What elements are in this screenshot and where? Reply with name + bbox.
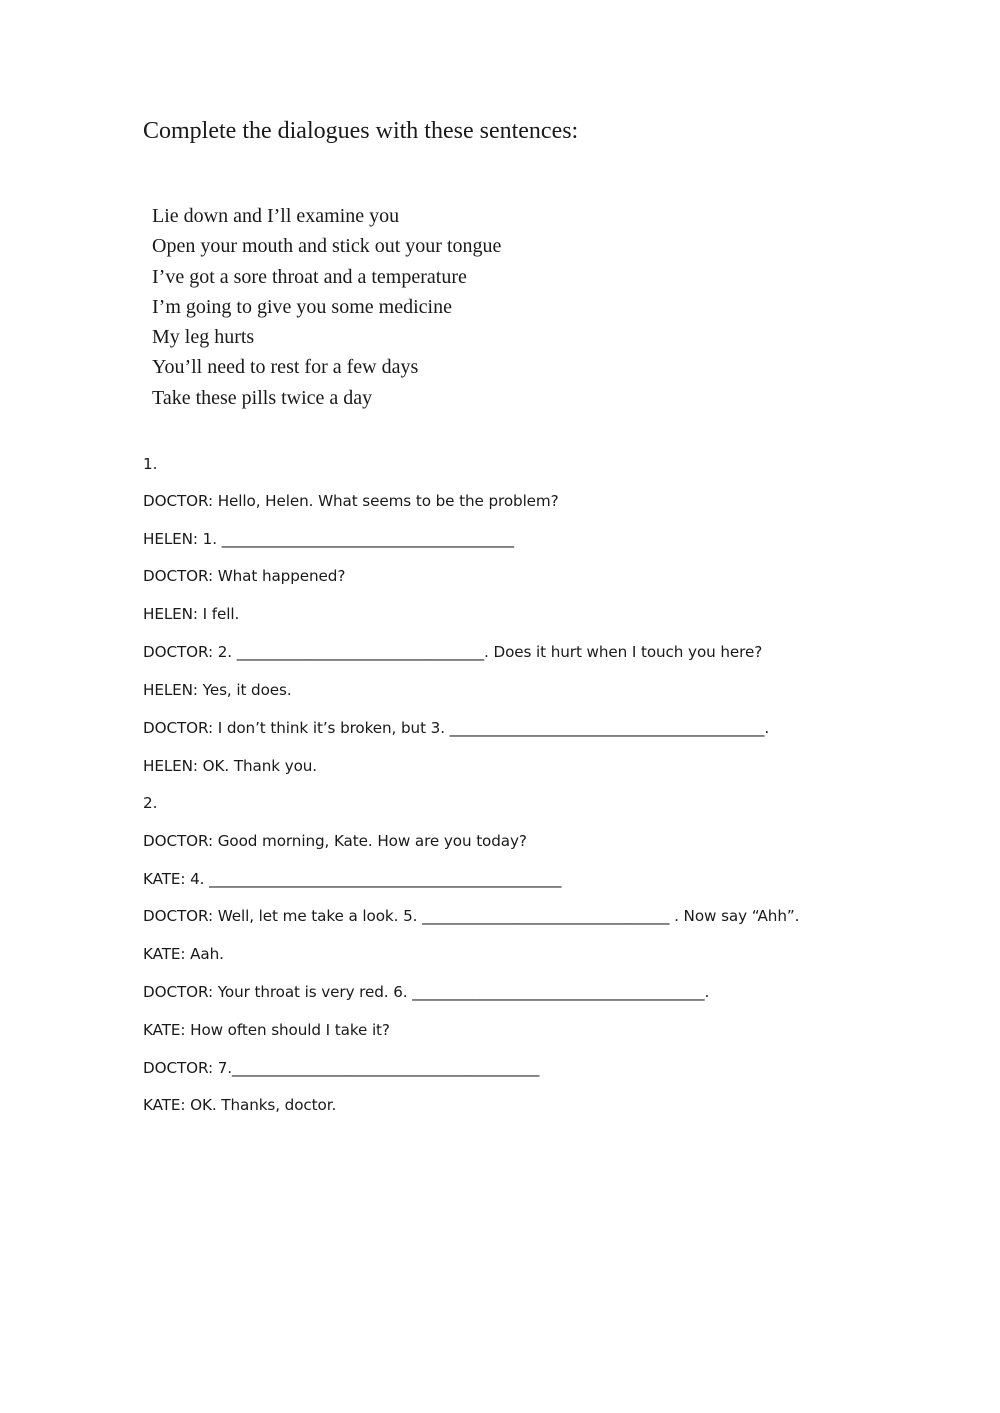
dialogue-line-blank-7[interactable]: DOCTOR: 7._________________________________________ <box>143 1059 540 1077</box>
dialogue-2-number: 2. <box>143 794 158 812</box>
sentence-bank-item: Take these pills twice a day <box>152 386 373 409</box>
dialogue-1-number: 1. <box>143 455 158 473</box>
dialogue-line: KATE: How often should I take it? <box>143 1021 390 1039</box>
dialogue-line-blank-5[interactable]: DOCTOR: Well, let me take a look. 5. _________________________________ . Now say “Ahh”. <box>143 907 800 925</box>
dialogue-line: HELEN: Yes, it does. <box>143 681 292 699</box>
dialogue-line-blank-6[interactable]: DOCTOR: Your throat is very red. 6. _______________________________________. <box>143 983 710 1001</box>
sentence-bank-item: I’m going to give you some medicine <box>152 295 452 318</box>
dialogue-line: HELEN: OK. Thank you. <box>143 757 318 775</box>
dialogue-line: DOCTOR: Hello, Helen. What seems to be the problem? <box>143 492 559 510</box>
sentence-bank-item: I’ve got a sore throat and a temperature <box>152 265 467 288</box>
dialogue-line-blank-2[interactable]: DOCTOR: 2. _________________________________. Does it hurt when I touch you here? <box>143 643 763 661</box>
sentence-bank-item: Lie down and I’ll examine you <box>152 205 400 227</box>
dialogue-line: DOCTOR: What happened? <box>143 567 346 585</box>
dialogue-line: DOCTOR: Good morning, Kate. How are you today? <box>143 832 527 850</box>
dialogue-line-blank-3[interactable]: DOCTOR: I don’t think it’s broken, but 3. __________________________________________. <box>143 719 770 737</box>
instruction-heading: Complete the dialogues with these sentences: <box>143 118 579 144</box>
dialogue-line-blank-1[interactable]: HELEN: 1. _______________________________________ <box>143 530 514 548</box>
dialogue-line-blank-4[interactable]: KATE: 4. _______________________________________________ <box>143 870 562 888</box>
sentence-bank-item: You’ll need to rest for a few days <box>152 356 419 379</box>
dialogue-line: KATE: OK. Thanks, doctor. <box>143 1096 337 1114</box>
dialogue-line: KATE: Aah. <box>143 945 224 963</box>
sentence-bank <box>152 201 501 413</box>
sentence-bank-item: My leg hurts <box>152 326 255 349</box>
sentence-bank-item: Open your mouth and stick out your tongue <box>152 235 502 258</box>
dialogue-line: HELEN: I fell. <box>143 605 240 623</box>
